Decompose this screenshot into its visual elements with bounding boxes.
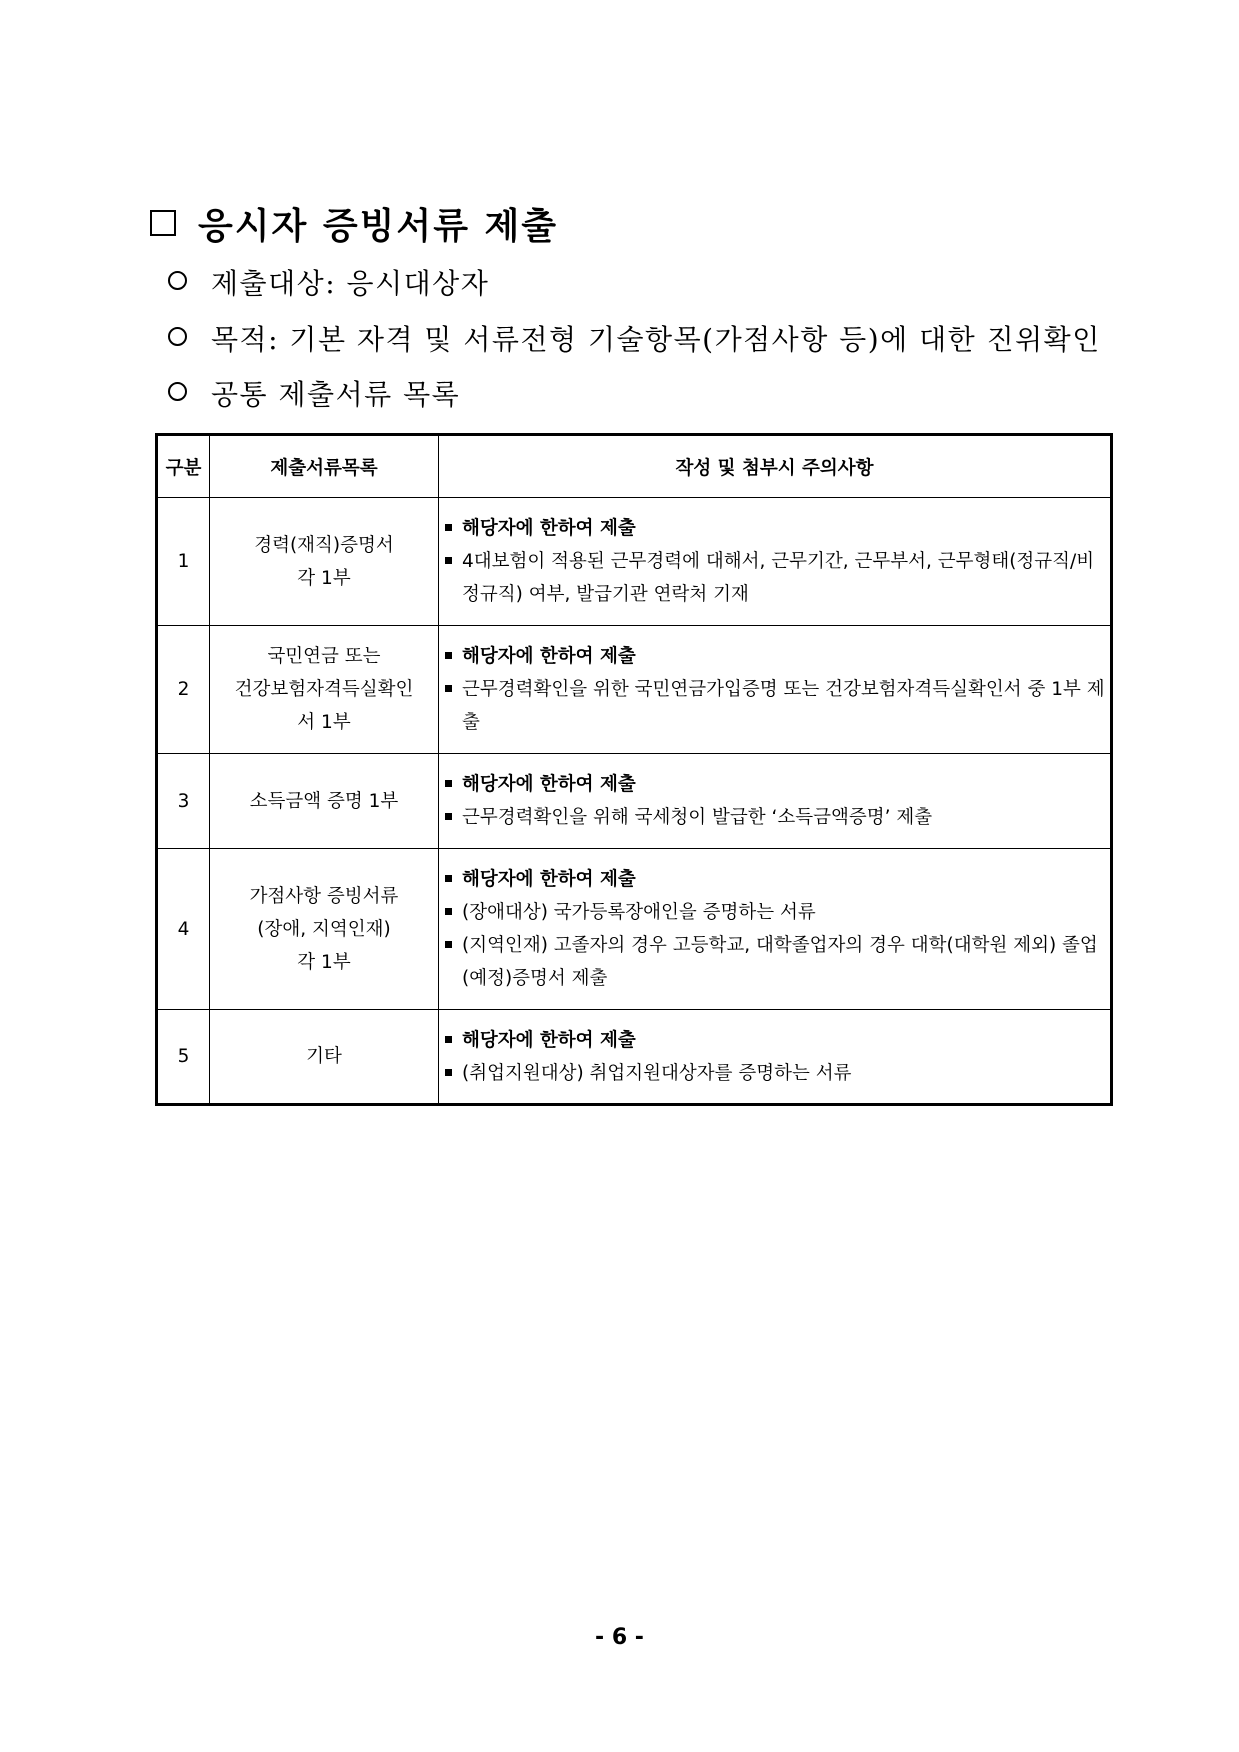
table-row <box>157 849 1112 1010</box>
circle-bullet-icon <box>168 271 187 290</box>
circle-bullet-icon <box>168 382 187 401</box>
notes-cell <box>439 1010 1112 1105</box>
document-name: 기타 <box>210 1010 439 1105</box>
title-text: 응시자 증빙서류 제출 <box>198 206 559 247</box>
note-item: (취업지원대상) 취업지원대상자를 증명하는 서류 <box>445 1057 1110 1090</box>
item-target: 제출대상: 응시대상자 <box>168 262 489 302</box>
notes-cell <box>439 849 1112 1010</box>
document-name: 국민연금 또는 건강보험자격득실확인 서 1부 <box>210 626 439 754</box>
checkbox-square-icon <box>150 210 176 236</box>
table-header-row <box>157 435 1112 498</box>
note-item: 해당자에 한하여 제출 <box>445 768 1110 801</box>
documents-table <box>155 433 1113 1106</box>
note-item: 근무경력확인을 위해 국세청이 발급한 ‘소득금액증명’ 제출 <box>445 801 1110 834</box>
note-item: 해당자에 한하여 제출 <box>445 640 1110 673</box>
header-notes: 작성 및 첨부시 주의사항 <box>439 435 1112 498</box>
item-purpose: 목적: 기본 자격 및 서류전형 기술항목(가점사항 등)에 대한 진위확인 <box>168 318 1101 358</box>
circle-bullet-icon <box>168 327 187 346</box>
note-item: (지역인재) 고졸자의 경우 고등학교, 대학졸업자의 경우 대학(대학원 제외) 졸업(예정)증명서 제출 <box>445 929 1110 995</box>
table-row <box>157 498 1112 626</box>
table-row <box>157 626 1112 754</box>
item-common-list: 공통 제출서류 목록 <box>168 373 460 413</box>
row-number: 3 <box>157 754 210 849</box>
page-number: - 6 - <box>595 1625 644 1650</box>
notes-cell <box>439 754 1112 849</box>
note-item: 해당자에 한하여 제출 <box>445 512 1110 545</box>
table-row <box>157 754 1112 849</box>
page-title <box>150 198 558 249</box>
note-item: 해당자에 한하여 제출 <box>445 863 1110 896</box>
note-item: (장애대상) 국가등록장애인을 증명하는 서류 <box>445 896 1110 929</box>
row-number: 1 <box>157 498 210 626</box>
table-row <box>157 1010 1112 1105</box>
document-name: 가점사항 증빙서류 (장애, 지역인재) 각 1부 <box>210 849 439 1010</box>
document-name: 소득금액 증명 1부 <box>210 754 439 849</box>
row-number: 4 <box>157 849 210 1010</box>
document-name: 경력(재직)증명서 각 1부 <box>210 498 439 626</box>
notes-cell <box>439 626 1112 754</box>
row-number: 2 <box>157 626 210 754</box>
note-item: 4대보험이 적용된 근무경력에 대해서, 근무기간, 근무부서, 근무형태(정규직/비정규직) 여부, 발급기관 연락처 기재 <box>445 545 1110 611</box>
note-item: 해당자에 한하여 제출 <box>445 1024 1110 1057</box>
row-number: 5 <box>157 1010 210 1105</box>
header-documents: 제출서류목록 <box>210 435 439 498</box>
note-item: 근무경력확인을 위한 국민연금가입증명 또는 건강보험자격득실확인서 중 1부 제출 <box>445 673 1110 739</box>
notes-cell <box>439 498 1112 626</box>
header-category: 구분 <box>157 435 210 498</box>
